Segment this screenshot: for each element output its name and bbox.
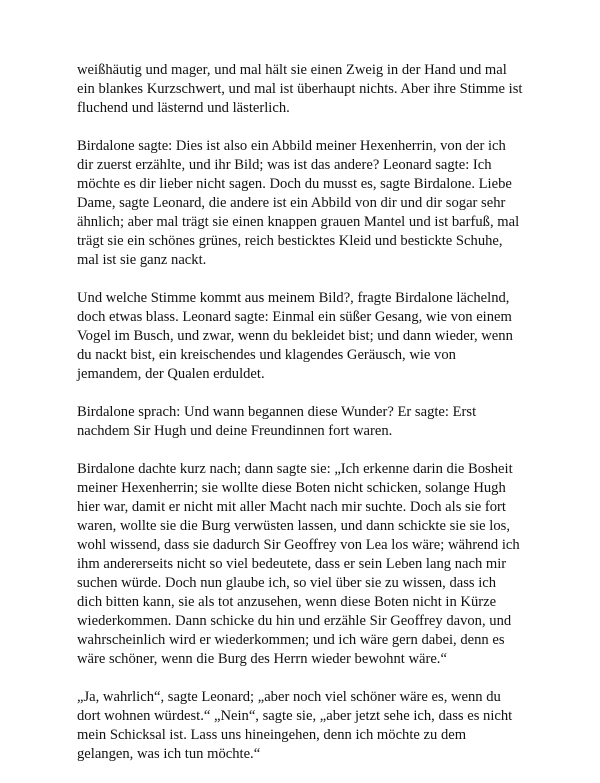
text-line: möchte es dir lieber nicht sagen. Doch du musst es, sagte Birdalone. Liebe: [77, 176, 512, 192]
text-line: dich bitten kann, sie als tot anzusehen, wenn diese Boten nicht in Kürze: [77, 594, 497, 610]
text-line: nachdem Sir Hugh und deine Freundinnen fort waren.: [77, 423, 393, 439]
text-line: du nackt bist, ein kreischendes und klagendes Geräusch, wie von: [77, 347, 456, 363]
text-line: gelangen, was ich tun möchte.“: [77, 746, 261, 762]
text-line: meiner Hexenherrin; sie wollte diese Boten nicht schicken, solange Hugh: [77, 480, 506, 496]
paragraph-3: [77, 289, 537, 384]
paragraph-6: [77, 688, 537, 764]
text-line: Und welche Stimme kommt aus meinem Bild?, fragte Birdalone lächelnd,: [77, 290, 510, 306]
text-line: fluchend und lästernd und lästerlich.: [77, 100, 290, 116]
text-line: weißhäutig und mager, und mal hält sie einen Zweig in der Hand und mal: [77, 62, 507, 78]
text-line: hier war, damit er nicht mit aller Macht nach mir suchte. Doch als sie fort: [77, 499, 506, 515]
text-line: Vogel im Busch, und zwar, wenn du bekleidet bist; und dann wieder, wenn: [77, 328, 513, 344]
text-line: ähnlich; aber mal trägt sie einen knappen grauen Mantel und ist barfuß, mal: [77, 214, 520, 230]
text-line: wiederkommen. Dann schicke du hin und erzähle Sir Geoffrey davon, und: [77, 613, 512, 629]
text-line: ihm andererseits nicht so viel bedeutete, dass er sein Leben lang nach mir: [77, 556, 507, 572]
text-line: suchen würde. Doch nun glaube ich, so viel über sie zu wissen, dass ich: [77, 575, 497, 591]
paragraph-1: [77, 61, 537, 118]
text-line: mal ist sie ganz nackt.: [77, 252, 207, 268]
text-line: Birdalone dachte kurz nach; dann sagte sie: „Ich erkenne darin die Bosheit: [77, 461, 513, 477]
text-line: wahrscheinlich wird er wiederkommen; und ich wäre gern dabei, denn es: [77, 632, 505, 648]
text-line: Dame, sagte Leonard, die andere ist ein Abbild von dir und dir sogar sehr: [77, 195, 506, 211]
text-line: doch etwas blass. Leonard sagte: Einmal ein süßer Gesang, wie von einem: [77, 309, 512, 325]
text-line: dort wohnen würdest.“ „Nein“, sagte sie, „aber jetzt sehe ich, dass es nicht: [77, 708, 513, 724]
text-line: mein Schicksal ist. Lass uns hineingehen, denn ich möchte zu dem: [77, 727, 467, 743]
text-line: dir zuerst erzählte, und ihr Bild; was ist das andere? Leonard sagte: Ich: [77, 157, 492, 173]
text-line: trägt sie ein schönes grünes, reich besticktes Kleid und bestickte Schuhe,: [77, 233, 503, 249]
text-line: wäre schöner, wenn die Burg des Herrn wieder bewohnt wäre.“: [77, 651, 447, 667]
text-line: Birdalone sagte: Dies ist also ein Abbild meiner Hexenherrin, von der ich: [77, 138, 506, 154]
document-body: [77, 61, 537, 783]
text-line: jemandem, der Qualen erduldet.: [77, 366, 265, 382]
text-line: „Ja, wahrlich“, sagte Leonard; „aber noch viel schöner wäre es, wenn du: [77, 689, 501, 705]
text-line: ein blankes Kurzschwert, und mal ist überhaupt nichts. Aber ihre Stimme ist: [77, 81, 523, 97]
paragraph-2: [77, 137, 537, 270]
text-line: wohl wissend, dass sie dadurch Sir Geoffrey von Lea los wäre; während ich: [77, 537, 520, 553]
paragraph-4: [77, 403, 537, 441]
text-line: Birdalone sprach: Und wann begannen diese Wunder? Er sagte: Erst: [77, 404, 477, 420]
text-line: waren, wollte sie die Burg verwüsten lassen, und dann schickte sie sie los,: [77, 518, 510, 534]
paragraph-5: [77, 460, 537, 669]
